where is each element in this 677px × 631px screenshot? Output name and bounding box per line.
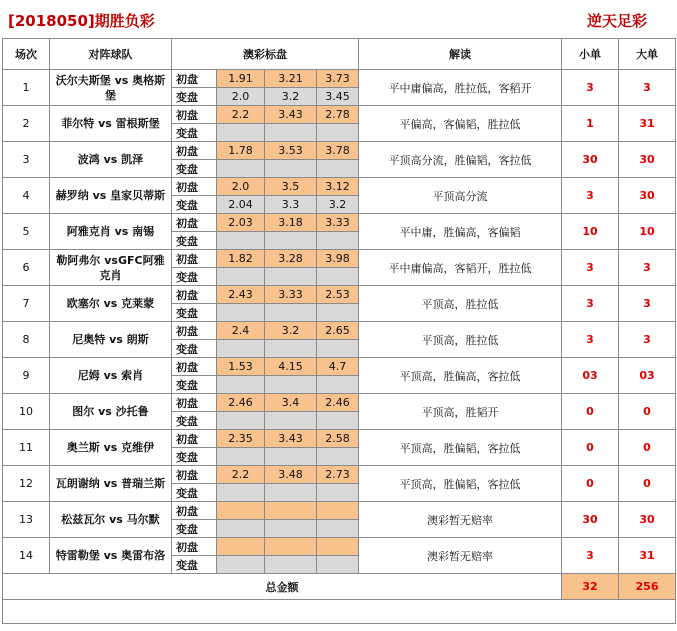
change-label: 变盘 xyxy=(172,268,217,286)
change-odds-3 xyxy=(317,520,359,538)
change-odds-1 xyxy=(217,484,265,502)
change-label: 变盘 xyxy=(172,232,217,250)
match-teams: 奥兰斯 vs 克维伊 xyxy=(50,430,172,466)
interpretation: 平顶高，胜偏韬，客拉低 xyxy=(359,466,562,502)
change-odds-1 xyxy=(217,340,265,358)
change-label: 变盘 xyxy=(172,520,217,538)
open-label: 初盘 xyxy=(172,538,217,556)
change-label: 变盘 xyxy=(172,196,217,214)
interpretation: 平顶高分流 xyxy=(359,178,562,214)
match-number: 7 xyxy=(3,286,50,322)
small-bet: 10 xyxy=(562,214,619,250)
open-odds-2: 3.4 xyxy=(265,394,317,412)
open-odds-1: 1.78 xyxy=(217,142,265,160)
change-odds-3 xyxy=(317,232,359,250)
interpretation: 平顶高，胜拉低 xyxy=(359,322,562,358)
change-odds-2 xyxy=(265,232,317,250)
open-odds-2: 3.28 xyxy=(265,250,317,268)
small-bet: 03 xyxy=(562,358,619,394)
change-odds-2 xyxy=(265,412,317,430)
change-odds-1 xyxy=(217,124,265,142)
big-bet: 3 xyxy=(619,322,676,358)
col-match: 对阵球队 xyxy=(50,39,172,70)
interpretation: 平顶高，胜拉低 xyxy=(359,286,562,322)
change-label: 变盘 xyxy=(172,556,217,574)
change-odds-3 xyxy=(317,412,359,430)
match-teams: 尼姆 vs 索肖 xyxy=(50,358,172,394)
change-label: 变盘 xyxy=(172,160,217,178)
small-bet: 3 xyxy=(562,538,619,574)
match-teams: 沃尔夫斯堡 vs 奥格斯堡 xyxy=(50,70,172,106)
match-number: 2 xyxy=(3,106,50,142)
open-odds-2: 3.18 xyxy=(265,214,317,232)
big-bet: 3 xyxy=(619,250,676,286)
change-odds-3 xyxy=(317,556,359,574)
lottery-table xyxy=(2,38,676,624)
open-odds-1 xyxy=(217,502,265,520)
open-odds-3: 2.46 xyxy=(317,394,359,412)
match-row xyxy=(3,178,676,196)
open-odds-2: 4.15 xyxy=(265,358,317,376)
change-odds-1 xyxy=(217,304,265,322)
total-small: 32 xyxy=(562,574,619,600)
match-teams: 尼奥特 vs 朗斯 xyxy=(50,322,172,358)
title-bar xyxy=(2,2,675,38)
open-odds-2: 3.21 xyxy=(265,70,317,88)
open-odds-1: 1.91 xyxy=(217,70,265,88)
change-odds-2: 3.3 xyxy=(265,196,317,214)
match-number: 1 xyxy=(3,70,50,106)
open-odds-3: 3.12 xyxy=(317,178,359,196)
match-row xyxy=(3,286,676,304)
change-odds-1 xyxy=(217,448,265,466)
col-odds: 澳彩标盘 xyxy=(172,39,359,70)
open-odds-1: 2.4 xyxy=(217,322,265,340)
open-odds-1: 2.2 xyxy=(217,466,265,484)
open-odds-1: 2.0 xyxy=(217,178,265,196)
change-odds-3: 3.45 xyxy=(317,88,359,106)
open-odds-1: 2.46 xyxy=(217,394,265,412)
match-number: 4 xyxy=(3,178,50,214)
col-no: 场次 xyxy=(3,39,50,70)
open-odds-1: 2.43 xyxy=(217,286,265,304)
open-label: 初盘 xyxy=(172,466,217,484)
small-bet: 30 xyxy=(562,142,619,178)
big-bet: 30 xyxy=(619,178,676,214)
open-label: 初盘 xyxy=(172,286,217,304)
match-teams: 阿雅克肖 vs 南锡 xyxy=(50,214,172,250)
change-label: 变盘 xyxy=(172,448,217,466)
change-odds-2 xyxy=(265,268,317,286)
change-odds-1 xyxy=(217,412,265,430)
open-label: 初盘 xyxy=(172,142,217,160)
match-teams: 图尔 vs 沙托鲁 xyxy=(50,394,172,430)
total-label: 总金额 xyxy=(3,574,562,600)
open-odds-3: 2.58 xyxy=(317,430,359,448)
big-bet: 03 xyxy=(619,358,676,394)
change-odds-2 xyxy=(265,520,317,538)
open-label: 初盘 xyxy=(172,322,217,340)
open-label: 初盘 xyxy=(172,106,217,124)
change-odds-1 xyxy=(217,376,265,394)
total-big: 256 xyxy=(619,574,676,600)
match-teams: 波鸿 vs 凯泽 xyxy=(50,142,172,178)
open-odds-3: 2.78 xyxy=(317,106,359,124)
small-bet: 3 xyxy=(562,178,619,214)
change-odds-3 xyxy=(317,340,359,358)
change-odds-1 xyxy=(217,268,265,286)
open-odds-2: 3.33 xyxy=(265,286,317,304)
change-odds-1 xyxy=(217,160,265,178)
interpretation: 平偏高，客偏韬，胜拉低 xyxy=(359,106,562,142)
small-bet: 0 xyxy=(562,394,619,430)
open-odds-3: 3.33 xyxy=(317,214,359,232)
match-number: 8 xyxy=(3,322,50,358)
change-odds-3 xyxy=(317,304,359,322)
col-small: 小单 xyxy=(562,39,619,70)
change-odds-2 xyxy=(265,304,317,322)
match-row xyxy=(3,394,676,412)
change-odds-2 xyxy=(265,340,317,358)
big-bet: 31 xyxy=(619,538,676,574)
change-label: 变盘 xyxy=(172,88,217,106)
change-odds-2 xyxy=(265,484,317,502)
change-odds-1: 2.04 xyxy=(217,196,265,214)
big-bet: 31 xyxy=(619,106,676,142)
change-label: 变盘 xyxy=(172,376,217,394)
change-odds-2 xyxy=(265,556,317,574)
match-row xyxy=(3,502,676,520)
match-teams: 松兹瓦尔 vs 马尔默 xyxy=(50,502,172,538)
open-label: 初盘 xyxy=(172,178,217,196)
match-row xyxy=(3,322,676,340)
open-odds-3: 2.65 xyxy=(317,322,359,340)
match-row xyxy=(3,250,676,268)
open-odds-3: 3.98 xyxy=(317,250,359,268)
match-number: 3 xyxy=(3,142,50,178)
interpretation: 澳彩暂无赔率 xyxy=(359,538,562,574)
open-label: 初盘 xyxy=(172,250,217,268)
match-teams: 欧塞尔 vs 克莱蒙 xyxy=(50,286,172,322)
change-odds-3 xyxy=(317,124,359,142)
interpretation: 平中庸偏高，胜拉低，客稻开 xyxy=(359,70,562,106)
open-odds-2: 3.43 xyxy=(265,430,317,448)
open-label: 初盘 xyxy=(172,502,217,520)
match-row xyxy=(3,106,676,124)
open-odds-1: 1.82 xyxy=(217,250,265,268)
change-odds-3 xyxy=(317,160,359,178)
small-bet: 0 xyxy=(562,466,619,502)
change-odds-2 xyxy=(265,160,317,178)
match-teams: 勒阿弗尔 vsGFC阿雅克肖 xyxy=(50,250,172,286)
interpretation: 平顶高分流，胜偏韬，客拉低 xyxy=(359,142,562,178)
header-row xyxy=(3,39,676,70)
match-row xyxy=(3,142,676,160)
open-odds-2: 3.2 xyxy=(265,322,317,340)
big-bet: 10 xyxy=(619,214,676,250)
match-teams: 瓦朗谢纳 vs 普瑞兰斯 xyxy=(50,466,172,502)
big-bet: 0 xyxy=(619,394,676,430)
open-odds-3: 3.73 xyxy=(317,70,359,88)
open-odds-2 xyxy=(265,502,317,520)
footer-blank xyxy=(3,600,676,624)
change-odds-3 xyxy=(317,268,359,286)
match-row xyxy=(3,70,676,88)
open-odds-1: 1.53 xyxy=(217,358,265,376)
small-bet: 1 xyxy=(562,106,619,142)
match-number: 14 xyxy=(3,538,50,574)
open-odds-2: 3.43 xyxy=(265,106,317,124)
match-row xyxy=(3,358,676,376)
open-label: 初盘 xyxy=(172,70,217,88)
footer-row xyxy=(3,600,676,624)
big-bet: 30 xyxy=(619,142,676,178)
open-odds-3: 4.7 xyxy=(317,358,359,376)
issue-title: [2018050]期胜负彩 xyxy=(8,12,155,30)
change-label: 变盘 xyxy=(172,340,217,358)
match-teams: 特雷勒堡 vs 奥雷布洛 xyxy=(50,538,172,574)
total-row xyxy=(3,574,676,600)
change-odds-2 xyxy=(265,124,317,142)
match-number: 10 xyxy=(3,394,50,430)
open-label: 初盘 xyxy=(172,394,217,412)
change-label: 变盘 xyxy=(172,484,217,502)
big-bet: 3 xyxy=(619,286,676,322)
big-bet: 0 xyxy=(619,430,676,466)
match-row xyxy=(3,214,676,232)
table-body xyxy=(3,70,676,574)
small-bet: 0 xyxy=(562,430,619,466)
change-label: 变盘 xyxy=(172,304,217,322)
interpretation: 平中庸，胜偏高，客偏韬 xyxy=(359,214,562,250)
big-bet: 0 xyxy=(619,466,676,502)
col-big: 大单 xyxy=(619,39,676,70)
interpretation: 平中庸偏高，客韬开，胜拉低 xyxy=(359,250,562,286)
change-odds-1 xyxy=(217,556,265,574)
open-odds-3: 2.73 xyxy=(317,466,359,484)
brand-title: 逆天足彩 xyxy=(586,12,647,30)
small-bet: 3 xyxy=(562,250,619,286)
match-number: 5 xyxy=(3,214,50,250)
change-odds-3 xyxy=(317,484,359,502)
change-odds-3 xyxy=(317,376,359,394)
open-odds-3: 3.78 xyxy=(317,142,359,160)
change-odds-3: 3.2 xyxy=(317,196,359,214)
small-bet: 3 xyxy=(562,286,619,322)
open-odds-3: 2.53 xyxy=(317,286,359,304)
match-teams: 赫罗纳 vs 皇家贝蒂斯 xyxy=(50,178,172,214)
small-bet: 30 xyxy=(562,502,619,538)
interpretation: 平顶高，胜偏高，客拉低 xyxy=(359,358,562,394)
open-odds-3 xyxy=(317,538,359,556)
match-row xyxy=(3,466,676,484)
big-bet: 30 xyxy=(619,502,676,538)
match-number: 9 xyxy=(3,358,50,394)
change-odds-2 xyxy=(265,376,317,394)
open-odds-1: 2.2 xyxy=(217,106,265,124)
match-row xyxy=(3,538,676,556)
small-bet: 3 xyxy=(562,322,619,358)
interpretation: 平顶高，胜韬开 xyxy=(359,394,562,430)
open-odds-1: 2.03 xyxy=(217,214,265,232)
match-number: 13 xyxy=(3,502,50,538)
open-odds-2: 3.5 xyxy=(265,178,317,196)
match-number: 11 xyxy=(3,430,50,466)
open-odds-1 xyxy=(217,538,265,556)
change-odds-2 xyxy=(265,448,317,466)
interpretation: 澳彩暂无赔率 xyxy=(359,502,562,538)
big-bet: 3 xyxy=(619,70,676,106)
change-odds-3 xyxy=(317,448,359,466)
open-label: 初盘 xyxy=(172,214,217,232)
open-odds-3 xyxy=(317,502,359,520)
match-number: 12 xyxy=(3,466,50,502)
change-odds-1: 2.0 xyxy=(217,88,265,106)
open-odds-2: 3.53 xyxy=(265,142,317,160)
match-number: 6 xyxy=(3,250,50,286)
change-odds-2: 3.2 xyxy=(265,88,317,106)
interpretation: 平顶高，胜偏韬，客拉低 xyxy=(359,430,562,466)
open-label: 初盘 xyxy=(172,430,217,448)
change-label: 变盘 xyxy=(172,412,217,430)
match-teams: 菲尔特 vs 雷根斯堡 xyxy=(50,106,172,142)
open-odds-1: 2.35 xyxy=(217,430,265,448)
match-row xyxy=(3,430,676,448)
change-odds-1 xyxy=(217,520,265,538)
open-odds-2 xyxy=(265,538,317,556)
small-bet: 3 xyxy=(562,70,619,106)
open-label: 初盘 xyxy=(172,358,217,376)
open-odds-2: 3.48 xyxy=(265,466,317,484)
col-interp: 解读 xyxy=(359,39,562,70)
change-label: 变盘 xyxy=(172,124,217,142)
change-odds-1 xyxy=(217,232,265,250)
